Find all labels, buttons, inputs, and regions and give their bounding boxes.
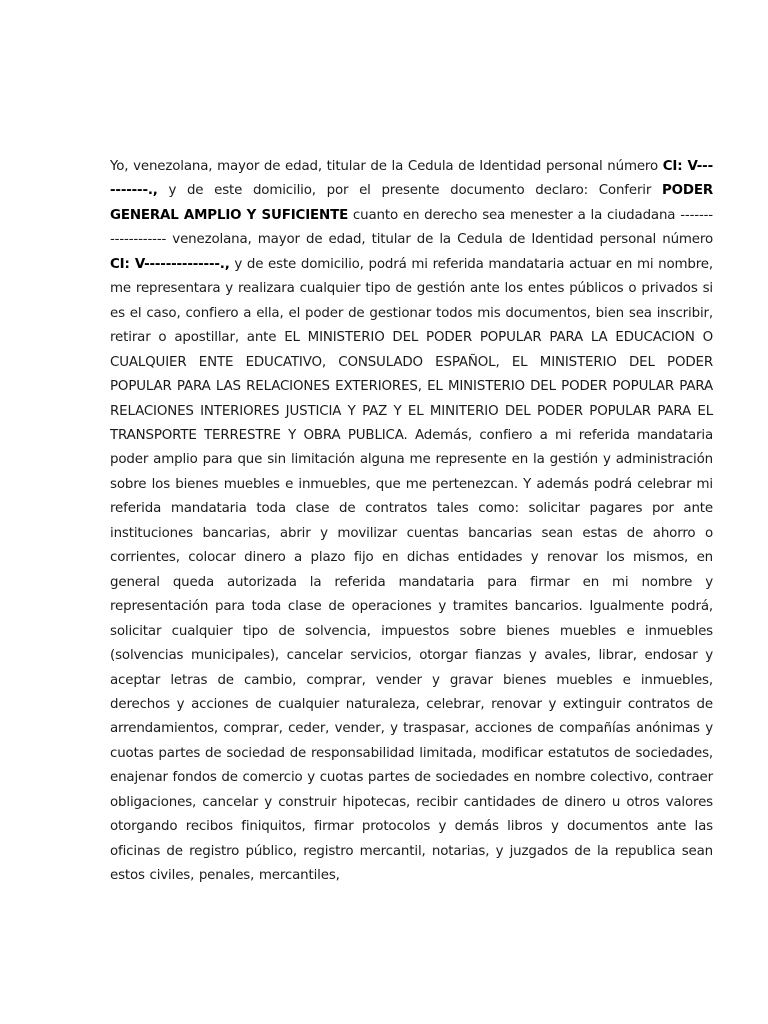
id-number-attorney: CI: V--------------., xyxy=(110,256,230,272)
id-number-grantor: CI: V----------., xyxy=(110,159,713,199)
document-paragraph xyxy=(110,155,713,889)
power-of-attorney-title: PODER GENERAL AMPLIO Y SUFICIENTE xyxy=(110,183,713,223)
paragraph-text: y de este domicilio, por el presente documento declaro: Conferir xyxy=(157,183,662,199)
paragraph-text: cuanto en derecho sea menester a la ciudadana ------------------- venezolana, mayor de edad, titular de la Cedula de Identidad personal número xyxy=(110,207,713,248)
paragraph-text: Yo, venezolana, mayor de edad, titular de la Cedula de Identidad personal número xyxy=(110,159,663,174)
paragraph-text: y de este domicilio, podrá mi referida mandataria actuar en mi nombre, me representara y realizara cualquier tipo de gestión ante los entes públicos o privados si es el caso, confiero a ella, el poder de gestionar todos mis documentos, bien sea inscribir, retirar o apostillar, ante EL MINISTERIO DEL PODER POPULAR PARA LA EDUCACION O CUALQUIER ENTE EDUCATIVO, CONSULADO ESPAÑOL, EL MINISTERIO DEL PODER POPULAR PARA LAS RELACIONES EXTERIORES, EL MINISTERIO DEL PODER POPULAR PARA RELACIONES INTERIORES JUSTICIA Y PAZ Y EL MINITERIO DEL PODER POPULAR PARA EL TRANSPORTE TERRESTRE Y OBRA PUBLICA. Además, confiero a mi referida mandataria poder amplio para que sin limitación alguna me represente en la gestión y administración sobre los bienes muebles e inmuebles, que me pertenezcan. Y además podrá celebrar mi referida mandataria toda clase de contratos tales como: solicitar pagares por ante instituciones bancarias, abrir y movilizar cuentas bancarias sean estas de ahorro o corrientes, colocar dinero a plazo fijo en dichas entidades y renovar los mismos, en general queda autorizada la referida mandataria para firmar en mi nombre y representación para toda clase de operaciones y tramites bancarios. Igualmente podrá, solicitar cualquier tipo de solvencia, impuestos sobre bienes muebles e inmuebles (solvencias municipales), cancelar servicios, otorgar fianzas y avales, librar, endosar y aceptar letras de cambio, comprar, vender y gravar bienes muebles e inmuebles, derechos y acciones de cualquier naturaleza, celebrar, renovar y extinguir contratos de arrendamientos, comprar, ceder, vender, y traspasar, acciones de compañías anónimas y cuotas partes de sociedad de responsabilidad limitada, modificar estatutos de sociedades, enajenar fondos de comercio y cuotas partes de sociedades en nombre colectivo, contraer obligaciones, cancelar y construir hipotecas, recibir cantidades de dinero u otros valores otorgando recibos finiquitos, firmar protocolos y demás libros y documentos ante las oficinas de registro público, registro mercantil, notarias, y juzgados de la republica sean estos civiles, penales, mercantiles, xyxy=(110,256,714,884)
